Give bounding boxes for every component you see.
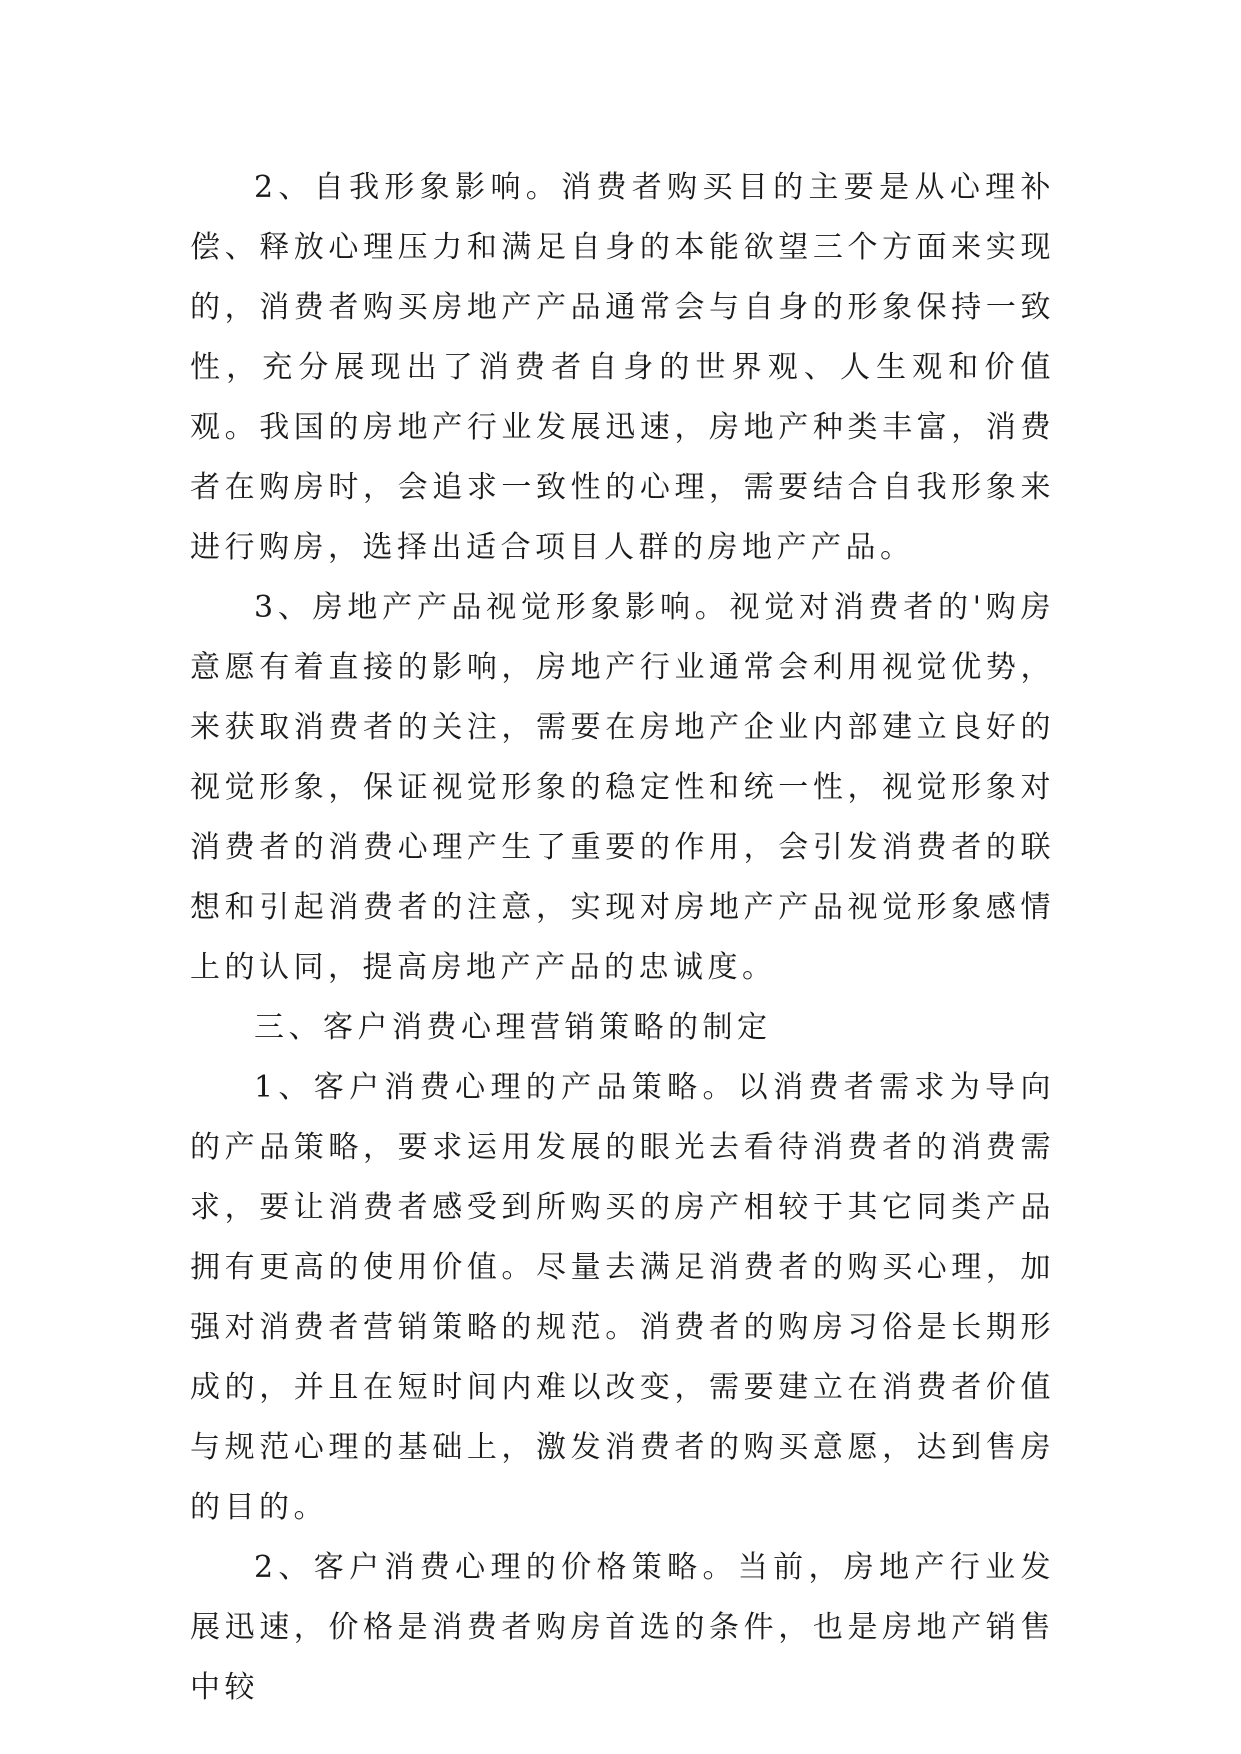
paragraph-price-strategy: 2、客户消费心理的价格策略。当前，房地产行业发展迅速，价格是消费者购房首选的条件，也是房地产销售中较 — [190, 1550, 1055, 1705]
paragraph-product-strategy: 1、客户消费心理的产品策略。以消费者需求为导向的产品策略，要求运用发展的眼光去看待消费者的消费需求，要让消费者感受到所购买的房产相较于其它同类产品拥有更高的使用价值。尽量去满足消费者的购买心理，加强对消费者营销策略的规范。消费者的购房习俗是长期形成的，并且在短时间内难以改变，需要建立在消费者价值与规范心理的基础上，激发消费者的购买意愿，达到售房的目的。 — [190, 1070, 1055, 1525]
paragraph-self-image: 2、自我形象影响。消费者购买目的主要是从心理补偿、释放心理压力和满足自身的本能欲望三个方面来实现的，消费者购买房地产产品通常会与自身的形象保持一致性，充分展现出了消费者自身的世界观、人生观和价值观。我国的房地产行业发展迅速，房地产种类丰富，消费者在购房时，会追求一致性的心理，需要结合自我形象来进行购房，选择出适合项目人群的房地产产品。 — [190, 170, 1055, 565]
section-heading-strategy: 三、客户消费心理营销策略的制定 — [254, 1010, 772, 1045]
paragraph-visual-image: 3、房地产产品视觉形象影响。视觉对消费者的'购房意愿有着直接的影响，房地产行业通常会利用视觉优势，来获取消费者的关注，需要在房地产企业内部建立良好的视觉形象，保证视觉形象的稳定性和统一性，视觉形象对消费者的消费心理产生了重要的作用，会引发消费者的联想和引起消费者的注意，实现对房地产产品视觉形象感情上的认同，提高房地产产品的忠诚度。 — [190, 590, 1055, 985]
document-body — [190, 158, 1055, 1718]
